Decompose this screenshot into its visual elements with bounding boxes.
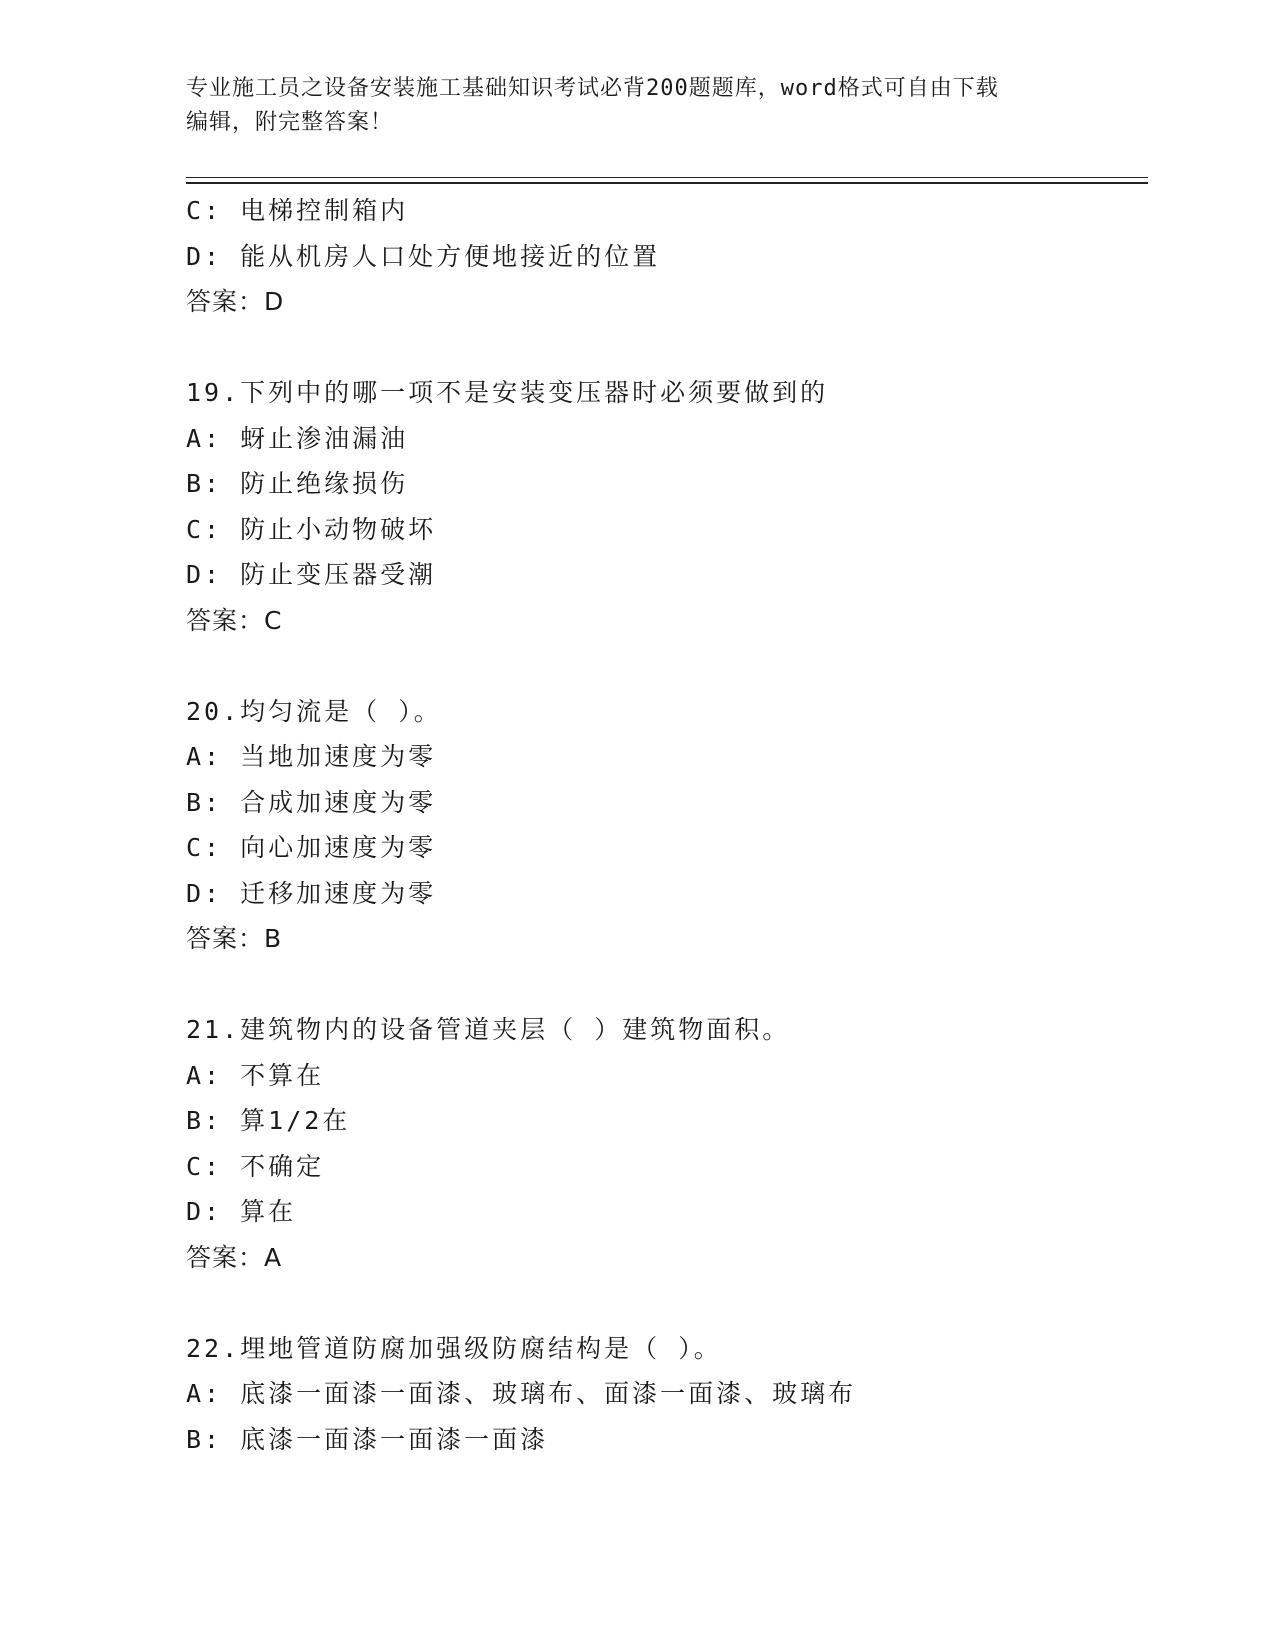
- option-c: C: 防止小动物破坏: [186, 514, 437, 544]
- option-d: D: 迁移加速度为零: [186, 878, 437, 908]
- question-stem: 21.建筑物内的设备管道夹层（ ）建筑物面积。: [186, 1015, 791, 1044]
- option-a: A: 不算在: [186, 1060, 325, 1090]
- option-a: A: 当地加速度为零: [186, 742, 437, 771]
- header-rule-thin: [186, 177, 1148, 178]
- question-list: [186, 188, 1146, 1462]
- header-line-1: 专业施工员之设备安装施工基础知识考试必背200题题库，word格式可自由下载: [186, 76, 999, 101]
- option-c: C: 电梯控制箱内: [186, 196, 409, 225]
- option-d: D: 能从机房人口处方便地接近的位置: [186, 241, 661, 271]
- option-b: B: 底漆一面漆一面漆一面漆: [186, 1424, 549, 1454]
- header-rule-thick: [186, 182, 1148, 184]
- option-d: D: 算在: [186, 1197, 297, 1226]
- question-18-tail: [186, 188, 1146, 325]
- answer: 答案：B: [186, 924, 283, 953]
- option-d: D: 防止变压器受潮: [186, 560, 437, 589]
- document-header: [186, 72, 1086, 140]
- question-20: [186, 689, 1146, 962]
- question-19: [186, 370, 1146, 643]
- option-a: A: 底漆一面漆一面漆、玻璃布、面漆一面漆、玻璃布: [186, 1379, 857, 1408]
- answer: 答案：C: [186, 605, 283, 635]
- question-21: [186, 1007, 1146, 1280]
- answer: 答案：D: [186, 287, 285, 316]
- spacer: [186, 1280, 1146, 1326]
- option-b: B: 算1/2在: [186, 1106, 351, 1135]
- option-a: A: 蚜止渗油漏油: [186, 423, 409, 453]
- question-22: [186, 1326, 1146, 1463]
- option-c: C: 向心加速度为零: [186, 833, 437, 862]
- question-stem: 19.下列中的哪一项不是安装变压器时必须要做到的: [186, 378, 829, 407]
- option-b: B: 防止绝缘损伤: [186, 469, 409, 498]
- header-line-2: 编辑，附完整答案！: [186, 110, 394, 135]
- question-stem: 22.埋地管道防腐加强级防腐结构是（ ）。: [186, 1333, 722, 1363]
- answer: 答案：A: [186, 1242, 283, 1272]
- option-b: B: 合成加速度为零: [186, 787, 437, 817]
- question-stem: 20.均匀流是（ ）。: [186, 696, 442, 726]
- spacer: [186, 962, 1146, 1008]
- option-c: C: 不确定: [186, 1151, 325, 1181]
- spacer: [186, 643, 1146, 689]
- spacer: [186, 325, 1146, 371]
